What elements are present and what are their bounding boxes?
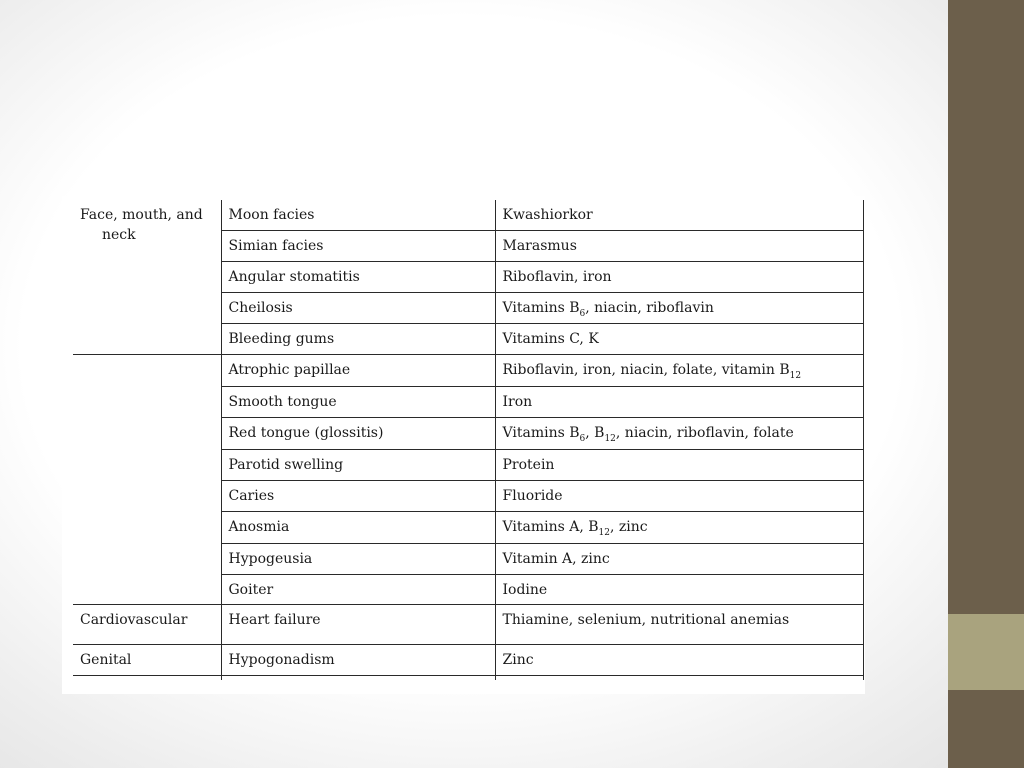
nutrient-cell: Riboflavin, iron (495, 261, 863, 292)
table-row (73, 644, 863, 675)
system-cell-cardiovascular: Cardiovascular (73, 604, 221, 644)
slide-side-accent (948, 614, 1024, 690)
nutrition-deficiency-table (73, 200, 864, 680)
finding-cell: Bleeding gums (221, 323, 495, 354)
finding-cell: Cheilosis (221, 292, 495, 323)
finding-cell: Angular stomatitis (221, 261, 495, 292)
nutrient-cell: Vitamins A, $B_{12}$, zinc (495, 511, 863, 543)
system-cell-genital: Genital (73, 644, 221, 675)
nutrient-cell: Protein (495, 449, 863, 480)
finding-cell: Hypogeusia (221, 543, 495, 574)
nutrient-cell: Iodine (495, 574, 863, 604)
system-label: Face, mouth, and (80, 207, 203, 223)
system-cell-empty (73, 354, 221, 604)
finding-cell: Parotid swelling (221, 449, 495, 480)
finding-cell: Hypogonadism (221, 644, 495, 675)
nutrient-cell: Zinc (495, 644, 863, 675)
table-row (73, 354, 863, 386)
finding-cell: Moon facies (221, 200, 495, 230)
finding-cell: Anosmia (221, 511, 495, 543)
nutrient-cell: Vitamin A, zinc (495, 543, 863, 574)
nutrient-cell: Kwashiorkor (495, 200, 863, 230)
nutrient-cell: Riboflavin, iron, niacin, folate, vitamin $B_{12}$ (495, 354, 863, 386)
finding-cell: Smooth tongue (221, 386, 495, 417)
system-label-continued: neck (102, 227, 136, 243)
finding-cell: Heart failure (221, 604, 495, 644)
nutrition-table-image (62, 196, 865, 694)
nutrient-cell: Iron (495, 386, 863, 417)
table-row (73, 200, 863, 230)
finding-cell: Atrophic papillae (221, 354, 495, 386)
finding-cell: Red tongue (glossitis) (221, 417, 495, 449)
nutrient-cell: Fluoride (495, 480, 863, 511)
finding-cell: Goiter (221, 574, 495, 604)
nutrient-cell: Vitamins C, K (495, 323, 863, 354)
nutrient-cell: Thiamine, selenium, nutritional anemias (495, 604, 863, 644)
nutrient-cell: Vitamins $B_6$, niacin, riboflavin (495, 292, 863, 323)
finding-cell: Caries (221, 480, 495, 511)
nutrient-cell: Marasmus (495, 230, 863, 261)
table-row-cutoff (73, 675, 863, 680)
finding-cell: Simian facies (221, 230, 495, 261)
nutrient-cell: Vitamins $B_6$, $B_{12}$, niacin, riboflavin, folate (495, 417, 863, 449)
table-row (73, 604, 863, 644)
system-cell-face-mouth-neck (73, 200, 221, 354)
